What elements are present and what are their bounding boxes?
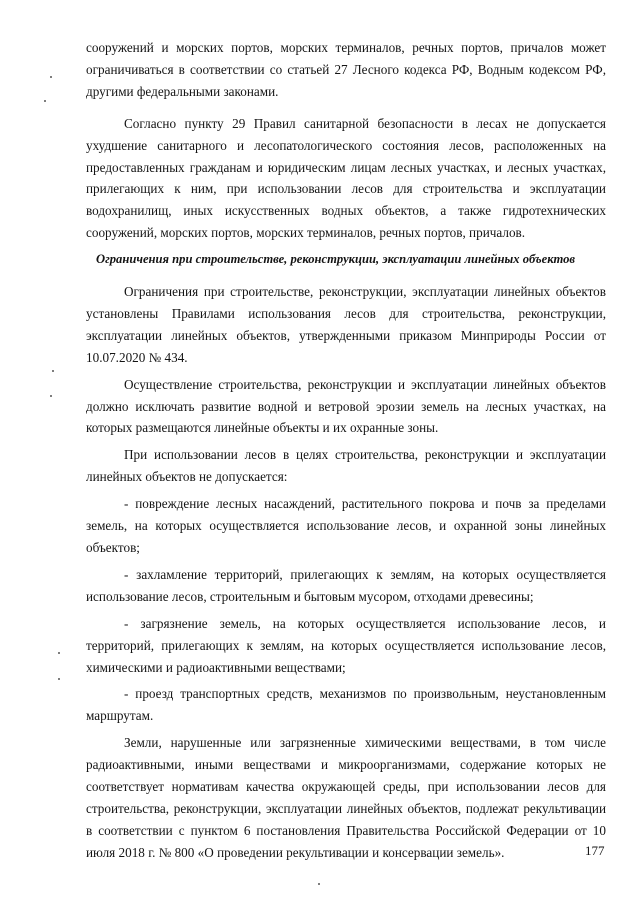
scan-speck (58, 678, 60, 680)
paragraph-not-allowed: При использовании лесов в целях строительства, реконструкции и эксплуатации линейных объектов не допускается: (86, 447, 606, 485)
paragraph-restrictions: Ограничения при строительстве, реконструкции, эксплуатации линейных объектов установлены Правилами использования лесов для строительства, реконструкции, эксплуатации линейных объектов, утвержденными приказом Минприроды России от 10.07.2020 № 434. (86, 284, 606, 365)
scan-speck (44, 100, 46, 102)
paragraph-sanitary-rules: Согласно пункту 29 Правил санитарной безопасности в лесах не допускается ухудшение санитарного и лесопатологического состояния лесов, расположенных на предоставленных гражданам и юридическим лицам лесных участках, и лесных участках, прилегающих к ним, при использовании лесов для строительства и эксплуатации водохранилищ, иных искусственных водных объектов, а также гидротехнических сооружений, морских портов, морских терминалов, речных портов, причалов. (86, 115, 606, 241)
list-item-littering: - захламление территорий, прилегающих к землям, на которых осуществляется использование лесов, строительным и бытовым мусором, отходами древесины; (86, 566, 606, 604)
paragraph-recultivation: Земли, нарушенные или загрязненные химическими веществами, в том числе радиоактивными, иными веществами и микроорганизмами, содержание которых не соответствует нормативам качества окружающей среды, при использовании лесов для строительства, реконструкции, эксплуатации линейных объектов, подлежат рекультивации в соответствии с пунктом 6 постановления Правительства Российской Федерации от 10 июля 2018 г. № 800 «О проведении рекультивации и консервации земель». (86, 735, 606, 860)
list-item-pollution: - загрязнение земель, на которых осуществляется использование лесов, и территорий, прилегающих к землям, на которых осуществляется использование лесов, химическими и радиоактивными веществами; (86, 615, 606, 675)
scan-speck (318, 883, 320, 885)
scan-speck (50, 395, 52, 397)
paragraph-erosion: Осуществление строительства, реконструкции и эксплуатации линейных объектов должно исключать развитие водной и ветровой эрозии земель на лесных участках, на которых размещаются линейные объекты и их охранные зоны. (86, 376, 606, 436)
top-text-block (86, 37, 606, 244)
scan-speck (50, 76, 52, 78)
section-heading: Ограничения при строительстве, реконструкции, эксплуатации линейных объектов (96, 252, 575, 266)
page-number: 177 (585, 843, 605, 858)
list-item-vehicles: - проезд транспортных средств, механизмов по произвольным, неустановленным маршрутам. (86, 686, 606, 724)
scan-speck (52, 370, 54, 372)
scan-speck (58, 652, 60, 654)
body-text-block (86, 281, 606, 864)
list-item-damage: - повреждение лесных насаждений, растительного покрова и почв за пределами земель, на которых осуществляется использование лесов, и охранной зоны линейных объектов; (86, 496, 606, 555)
paragraph-continuation: сооружений и морских портов, морских терминалов, речных портов, причалов может ограничиваться в соответствии со статьей 27 Лесного кодекса РФ, Водным кодексом РФ, другими федеральными законами. (86, 40, 606, 99)
